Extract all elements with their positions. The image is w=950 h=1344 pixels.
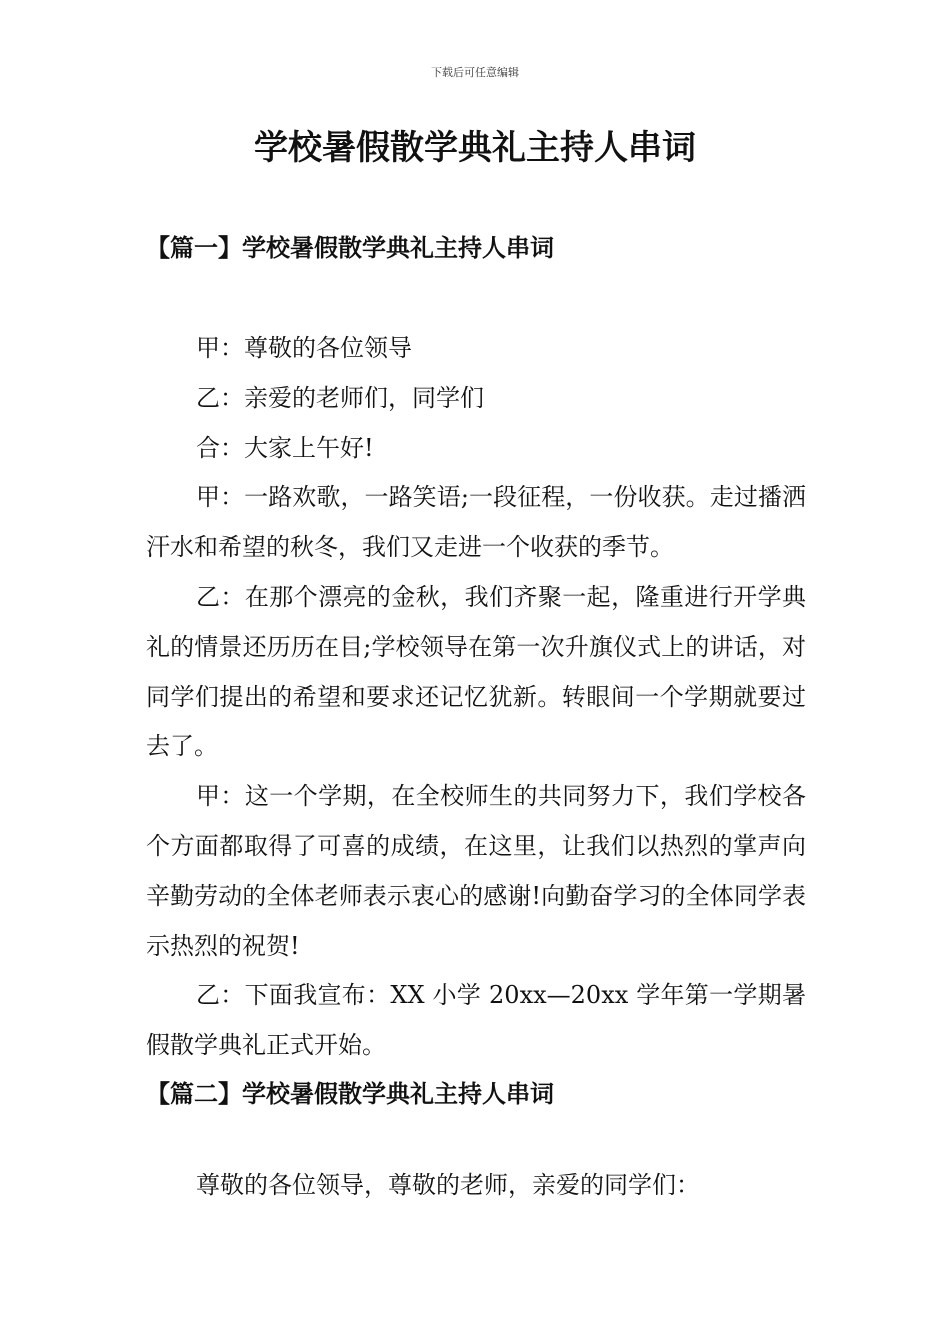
paragraph: 乙：在那个漂亮的金秋，我们齐聚一起，隆重进行开学典礼的情景还历历在目;学校领导在第一次升旗仪式上的讲话，对同学们提出的希望和要求还记忆犹新。转眼间一个学期就要过去了。: [146, 582, 806, 761]
section-1-body: [146, 324, 806, 1071]
header-note: 下载后可任意编辑: [431, 66, 519, 79]
paragraph: 乙：亲爱的老师们，同学们: [196, 383, 484, 412]
section-2-body: [146, 1161, 806, 1211]
paragraph: 甲：一路欢歌，一路笑语;一段征程，一份收获。走过播洒汗水和希望的秋冬，我们又走进一个收获的季节。: [146, 483, 806, 562]
paragraph: 尊敬的各位领导，尊敬的老师，亲爱的同学们：: [196, 1171, 700, 1199]
document-title: 学校暑假散学典礼主持人串词: [254, 128, 696, 168]
paragraph: 乙：下面我宣布：XX 小学 20xx—20xx 学年第一学期暑假散学典礼正式开始。: [146, 981, 806, 1060]
paragraph: 甲：尊敬的各位领导: [196, 334, 412, 362]
paragraph: 甲：这一个学期，在全校师生的共同努力下，我们学校各个方面都取得了可喜的成绩，在这里，让我们以热烈的掌声向辛勤劳动的全体老师表示衷心的感谢!向勤奋学习的全体同学表示热烈的祝贺!: [146, 782, 806, 960]
paragraph: 合：大家上午好!: [196, 433, 374, 462]
section-heading-1: 【篇一】学校暑假散学典礼主持人串词: [146, 233, 554, 262]
section-heading-2: 【篇二】学校暑假散学典礼主持人串词: [146, 1079, 554, 1108]
